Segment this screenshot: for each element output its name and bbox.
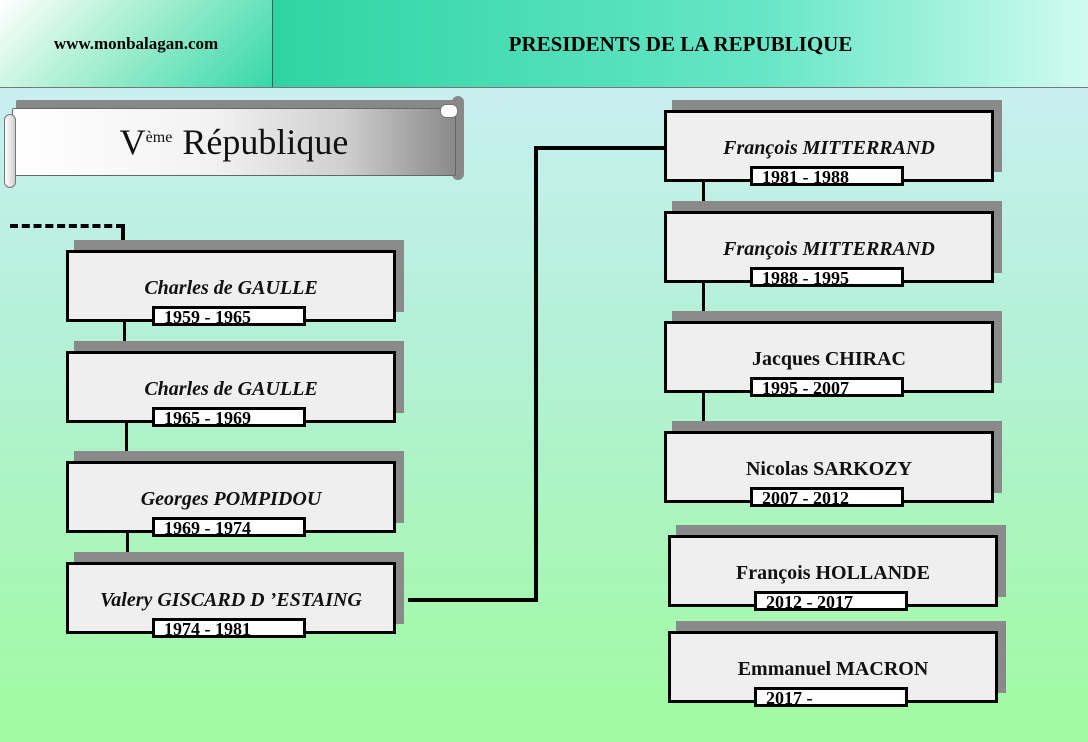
term-years: 1969 - 1974 — [152, 517, 306, 537]
term-years: 1981 - 1988 — [750, 166, 904, 186]
term-years: 1974 - 1981 — [152, 618, 306, 638]
term-years: 2017 - — [754, 687, 908, 707]
president-name: Jacques CHIRAC — [752, 348, 906, 370]
connector-bridge-h1 — [408, 598, 536, 602]
president-box — [66, 250, 396, 327]
president-box — [66, 351, 396, 428]
term-years: 1995 - 2007 — [750, 377, 904, 397]
term-years: 1988 - 1995 — [750, 267, 904, 287]
president-name: François HOLLANDE — [736, 562, 930, 584]
banner-curl-top — [440, 104, 458, 118]
president-name: Valery GISCARD D ’ESTAING — [100, 589, 362, 611]
header — [0, 0, 1088, 88]
president-name: Charles de GAULLE — [144, 277, 318, 299]
term-years: 1965 - 1969 — [152, 407, 306, 427]
president-name: François MITTERRAND — [723, 137, 935, 159]
president-name: Georges POMPIDOU — [140, 488, 322, 510]
dashed-connector — [10, 224, 124, 228]
president-box — [66, 562, 396, 639]
president-name: Nicolas SARKOZY — [745, 458, 913, 480]
president-box — [664, 321, 994, 398]
page-title: PRESIDENTS DE LA REPUBLIQUE — [273, 0, 1088, 88]
president-box — [664, 431, 994, 508]
president-box — [668, 631, 998, 708]
president-name: François MITTERRAND — [723, 238, 935, 260]
banner-label: République — [182, 122, 349, 162]
banner-curl-left — [4, 114, 16, 188]
president-box — [664, 211, 994, 288]
president-box — [664, 110, 994, 187]
term-years: 2012 - 2017 — [754, 591, 908, 611]
connector-bridge-h2 — [534, 146, 668, 150]
banner-prefix: V — [119, 122, 146, 162]
president-name: Charles de GAULLE — [144, 378, 318, 400]
term-years: 1959 - 1965 — [152, 306, 306, 326]
site-link[interactable]: www.monbalagan.com — [0, 0, 273, 88]
banner-superscript: ème — [145, 129, 173, 146]
banner-body — [12, 108, 456, 176]
president-box — [66, 461, 396, 538]
term-years: 2007 - 2012 — [750, 487, 904, 507]
republic-banner — [4, 96, 464, 188]
president-box — [668, 535, 998, 612]
president-name: Emmanuel MACRON — [737, 658, 929, 680]
connector-bridge-v — [534, 146, 538, 602]
header-divider — [0, 87, 1088, 88]
